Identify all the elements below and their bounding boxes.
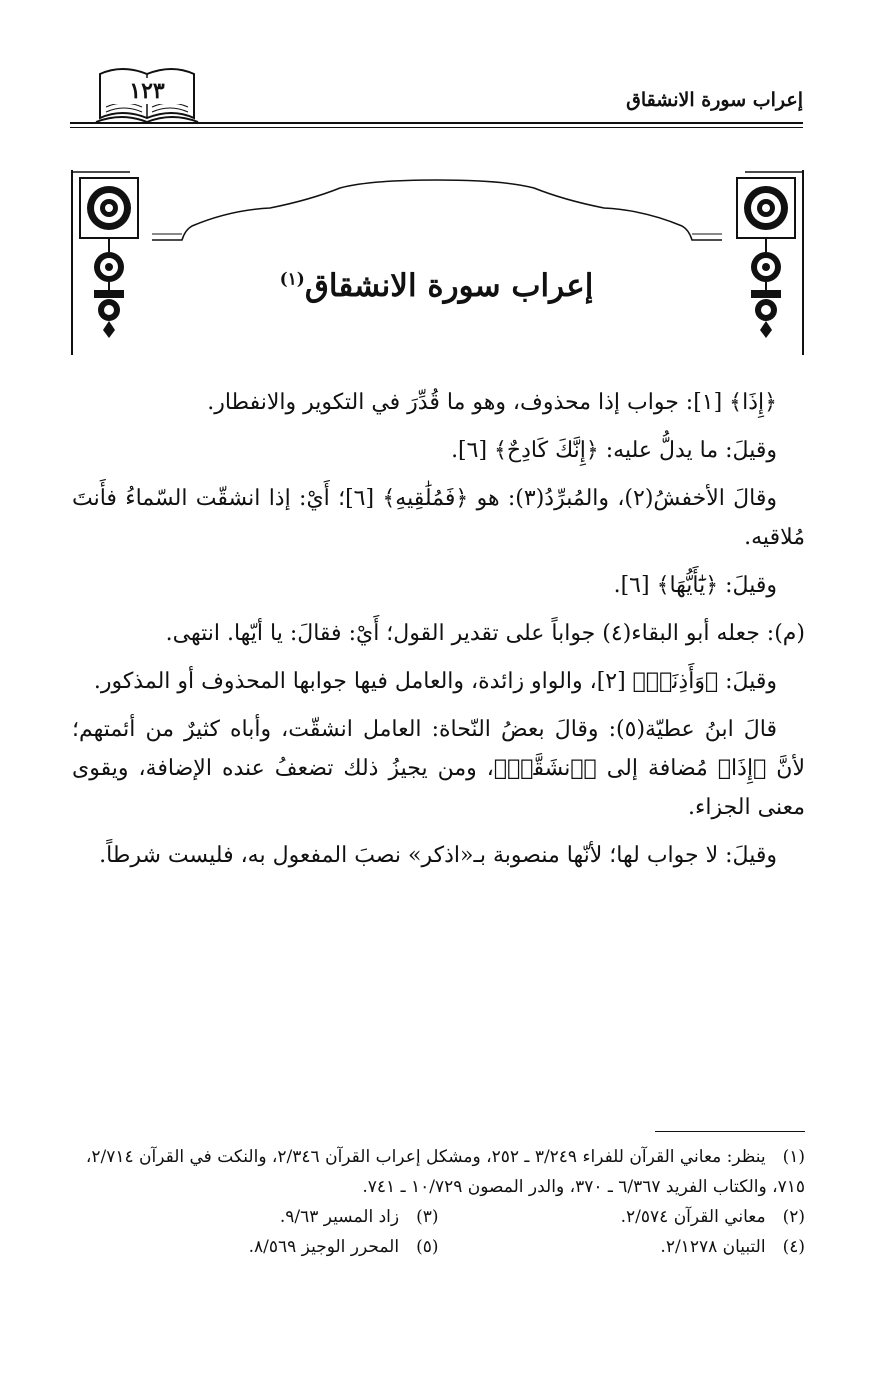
footnote-3 [72,1202,439,1232]
footnotes [72,1142,805,1262]
footnote-1 [72,1142,805,1202]
footnote-4-number: (٤) [782,1237,805,1257]
chapter-title [0,268,873,304]
paragraph-5: (م): جعله أبو البقاء(٤) جواباً على تقدير القول؛ أَيْ: فقالَ: يا أيّها. انتهى. [165,621,805,646]
paragraph-2: وقيلَ: ما يدلُّ عليه: ﴿إِنَّكَ كَادِحٌ﴾ [٦]. [451,438,777,463]
footnote-1-text: ينظر: معاني القرآن للفراء ٣/٢٤٩ ـ ٢٥٢، ومشكل إعراب القرآن ٢/٣٤٦، والنكت في القرآن ٢/٧١٤، ٧١٥، والكتاب الفريد ٦/٣٦٧ ـ ٣٧٠، والدر المصون ١٠/٧٢٩ ـ ٧٤١. [85,1147,805,1197]
running-title: إعراب سورة الانشقاق [626,89,803,111]
footnote-2 [439,1202,806,1232]
left-medallion-ornament [80,178,138,338]
footnote-4 [439,1232,806,1262]
footnote-5-text: المحرر الوجيز ٨/٥٦٩. [248,1237,400,1257]
paragraph-7: قالَ ابنُ عطيّة(٥): وقالَ بعضُ النّحاة: العامل انشقّت، وأباه كثيرٌ من أئمتهم؛ لأنَّ ﴿إِذَا﴾ مُضافة إلى ﴿ٱنشَقَّتۡ﴾، ومن يجيزُ ذلك تضعفُ عنده الإضافة، ويقوى معنى الجزاء. [72,717,805,820]
footnote-3-text: زاد المسير ٩/٦٣. [279,1207,400,1227]
footnote-3-number: (٣) [416,1207,439,1227]
main-text [72,383,805,884]
paragraph-6: وقيلَ: ﴿وَأَذِنَتۡ﴾ [٢]، والواو زائدة، والعامل فيها جوابها المحذوف أو المذكور. [93,669,777,694]
footnote-4-text: التبيان ٢/١٢٧٨. [660,1237,766,1257]
footnote-2-number: (٢) [782,1207,805,1227]
page-number: ١٢٣ [110,78,184,104]
right-medallion-ornament [737,178,795,338]
chapter-title-text: إعراب سورة الانشقاق [304,268,594,304]
paragraph-3: وقالَ الأخفشُ(٢)، والمُبرِّدُ(٣): هو ﴿فَمُلَٰقِيهِ﴾ [٦]؛ أَيْ: إذا انشقّت السّماءُ فأَنتَ مُلاقيه. [72,486,805,550]
footnote-2-text: معاني القرآن ٢/٥٧٤. [620,1207,766,1227]
footnote-row-2-3 [72,1202,805,1232]
footnote-1-number: (١) [782,1147,805,1167]
paragraph-4: وقيلَ: ﴿يَٰٓأَيُّهَا﴾ [٦]. [613,573,777,598]
footnote-5 [72,1232,439,1262]
footnote-row-4-5 [72,1232,805,1262]
paragraph-1: ﴿إِذَا﴾ [١]: جواب إذا محذوف، وهو ما قُدِّرَ في التكوير والانفطار. [207,390,777,415]
footnote-separator [655,1131,805,1132]
footnote-5-number: (٥) [416,1237,439,1257]
chapter-footnote-mark: (١) [279,269,305,290]
title-frame-ornament [70,170,805,355]
paragraph-8: وقيلَ: لا جواب لها؛ لأنّها منصوبة بـ«اذكر» نصبَ المفعول به، فليست شرطاً. [99,843,777,868]
